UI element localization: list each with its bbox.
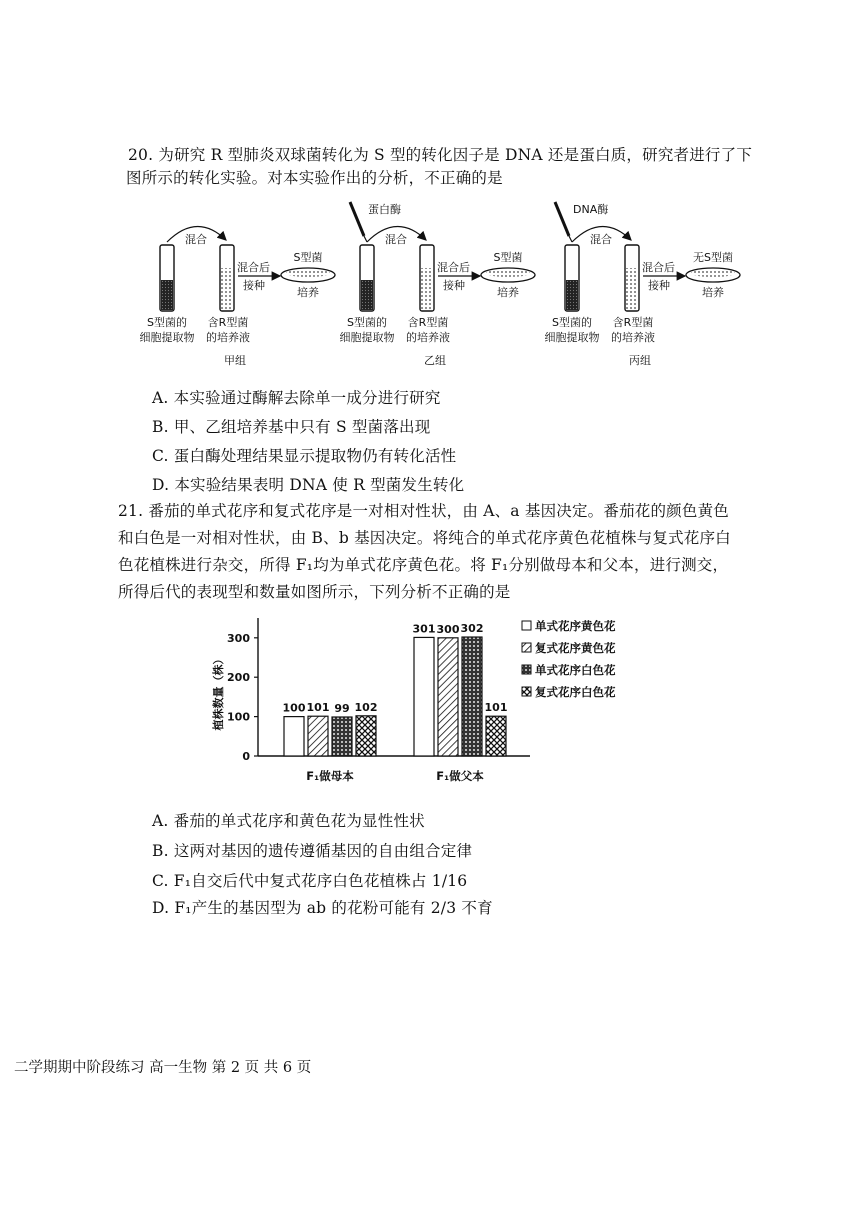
bar: [308, 716, 328, 756]
y-tick-label: 300: [227, 631, 250, 645]
experiment-group-1: [140, 226, 336, 367]
bar: [438, 638, 458, 756]
x-category-label: F₁做父本: [436, 769, 484, 783]
extract-caption-1: S型菌的: [552, 316, 592, 329]
q21-stem-line-3: 色花植株进行杂交，所得 F₁均为单式花序黄色花。将 F₁分别做母本和父本，进行测交，: [118, 556, 729, 574]
q21-option-c: C. F₁自交后代中复式花序白色花植株占 1/16: [152, 872, 468, 890]
group-name: 甲组: [224, 354, 246, 367]
bar-value-label: 102: [354, 700, 378, 714]
dish-result-label: 无S型菌: [693, 251, 733, 264]
y-tick-label: 200: [227, 671, 250, 685]
bar: [332, 717, 352, 756]
dropper-tip: [364, 236, 367, 242]
culture-liquid: [626, 268, 638, 310]
q20-stem-line-1: 20. 为研究 R 型肺炎双球菌转化为 S 型的转化因子是 DNA 还是蛋白质，研究者进行了下: [128, 146, 753, 164]
q21-stem-line-4: 所得后代的表现型和数量如图所示，下列分析不正确的是: [118, 583, 511, 601]
q21-option-d: D. F₁产生的基因型为 ab 的花粉可能有 2/3 不育: [152, 899, 493, 917]
culture-label: 培养: [497, 286, 519, 299]
legend-label: 复式花序白色花: [535, 685, 616, 699]
culture-label: 培养: [702, 286, 724, 299]
dish-result-label: S型菌: [293, 251, 323, 264]
y-axis-title: 植株数量（株）: [212, 653, 225, 731]
y-tick-label: 0: [242, 750, 250, 763]
extract-liquid: [161, 280, 173, 310]
group-name: 乙组: [424, 354, 446, 367]
dropper-tip: [569, 236, 572, 242]
petri-colonies: [486, 269, 530, 277]
extract-liquid: [361, 280, 373, 310]
extract-liquid: [566, 280, 578, 310]
bar-value-label: 101: [484, 701, 508, 715]
inoculate-label-1: 混合后: [237, 261, 270, 274]
culture-caption-1: 含R型菌: [612, 316, 654, 329]
legend-label: 复式花序黄色花: [535, 641, 616, 655]
enzyme-label: 蛋白酶: [368, 203, 401, 216]
q21-stem-line-1: 21. 番茄的单式花序和复式花序是一对相对性状，由 A、a 基因决定。番茄花的颜色黄色: [118, 502, 729, 520]
bar: [356, 716, 376, 756]
page-footer: 二学期期中阶段练习 高一生物 第 2 页 共 6 页: [14, 1060, 312, 1076]
mix-label: 混合: [185, 233, 207, 246]
bar: [486, 716, 506, 756]
inoculate-label-2: 接种: [243, 279, 265, 292]
group-name: 丙组: [629, 354, 651, 367]
culture-caption-1: 含R型菌: [207, 316, 249, 329]
culture-label: 培养: [297, 286, 319, 299]
petri-colonies: [691, 269, 735, 277]
bar: [284, 717, 304, 756]
legend-swatch: [522, 665, 531, 674]
experiment-group-2: [340, 202, 536, 367]
q20-option-c: C. 蛋白酶处理结果显示提取物仍有转化活性: [152, 447, 457, 465]
inoculate-label-2: 接种: [443, 279, 465, 292]
culture-liquid: [221, 268, 233, 310]
inoculate-label-2: 接种: [648, 279, 670, 292]
inoculate-label-1: 混合后: [642, 261, 675, 274]
legend-swatch: [522, 687, 531, 696]
bar-value-label: 100: [282, 701, 306, 715]
q21-bar-chart: [200, 608, 650, 798]
bar: [414, 637, 434, 756]
q21-option-b: B. 这两对基因的遗传遵循基因的自由组合定律: [152, 842, 473, 860]
extract-caption-1: S型菌的: [347, 316, 387, 329]
q21-option-a: A. 番茄的单式花序和黄色花为显性性状: [152, 812, 425, 830]
q21-stem-line-2: 和白色是一对相对性状，由 B、b 基因决定。将纯合的单式花序黄色花植株与复式花序白: [118, 529, 731, 547]
culture-caption-2: 的培养液: [206, 331, 250, 344]
bar-value-label: 101: [306, 701, 330, 715]
culture-liquid: [421, 268, 433, 310]
q20-experiment-diagram: [0, 190, 860, 375]
extract-caption-2: 细胞提取物: [139, 331, 195, 344]
bar-value-label: 302: [460, 622, 484, 636]
legend-label: 单式花序白色花: [535, 663, 616, 677]
bar-value-label: 300: [436, 622, 460, 636]
legend-label: 单式花序黄色花: [535, 619, 616, 633]
petri-colonies: [286, 269, 330, 277]
bar: [462, 637, 482, 756]
x-category-label: F₁做母本: [306, 769, 354, 783]
dish-result-label: S型菌: [493, 251, 523, 264]
q20-option-b: B. 甲、乙组培养基中只有 S 型菌落出现: [152, 418, 431, 436]
q20-stem-line-2: 图所示的转化实验。对本实验作出的分析，不正确的是: [126, 169, 503, 187]
dropper: [350, 202, 364, 236]
extract-caption-2: 细胞提取物: [544, 331, 600, 344]
extract-caption-2: 细胞提取物: [339, 331, 395, 344]
mix-label: 混合: [385, 233, 407, 246]
dropper: [555, 202, 569, 236]
bar-value-label: 99: [334, 702, 350, 715]
culture-caption-2: 的培养液: [611, 331, 655, 344]
q20-option-d: D. 本实验结果表明 DNA 使 R 型菌发生转化: [152, 476, 465, 494]
legend-swatch: [522, 621, 531, 630]
inoculate-label-1: 混合后: [437, 261, 470, 274]
extract-caption-1: S型菌的: [147, 316, 187, 329]
enzyme-label: DNA酶: [573, 203, 609, 216]
bar-value-label: 301: [412, 622, 436, 636]
legend-swatch: [522, 643, 531, 652]
experiment-group-3: [545, 202, 741, 367]
culture-caption-2: 的培养液: [406, 331, 450, 344]
mix-label: 混合: [590, 233, 612, 246]
y-tick-label: 100: [227, 710, 250, 724]
q20-option-a: A. 本实验通过酶解去除单一成分进行研究: [152, 389, 441, 407]
culture-caption-1: 含R型菌: [407, 316, 449, 329]
